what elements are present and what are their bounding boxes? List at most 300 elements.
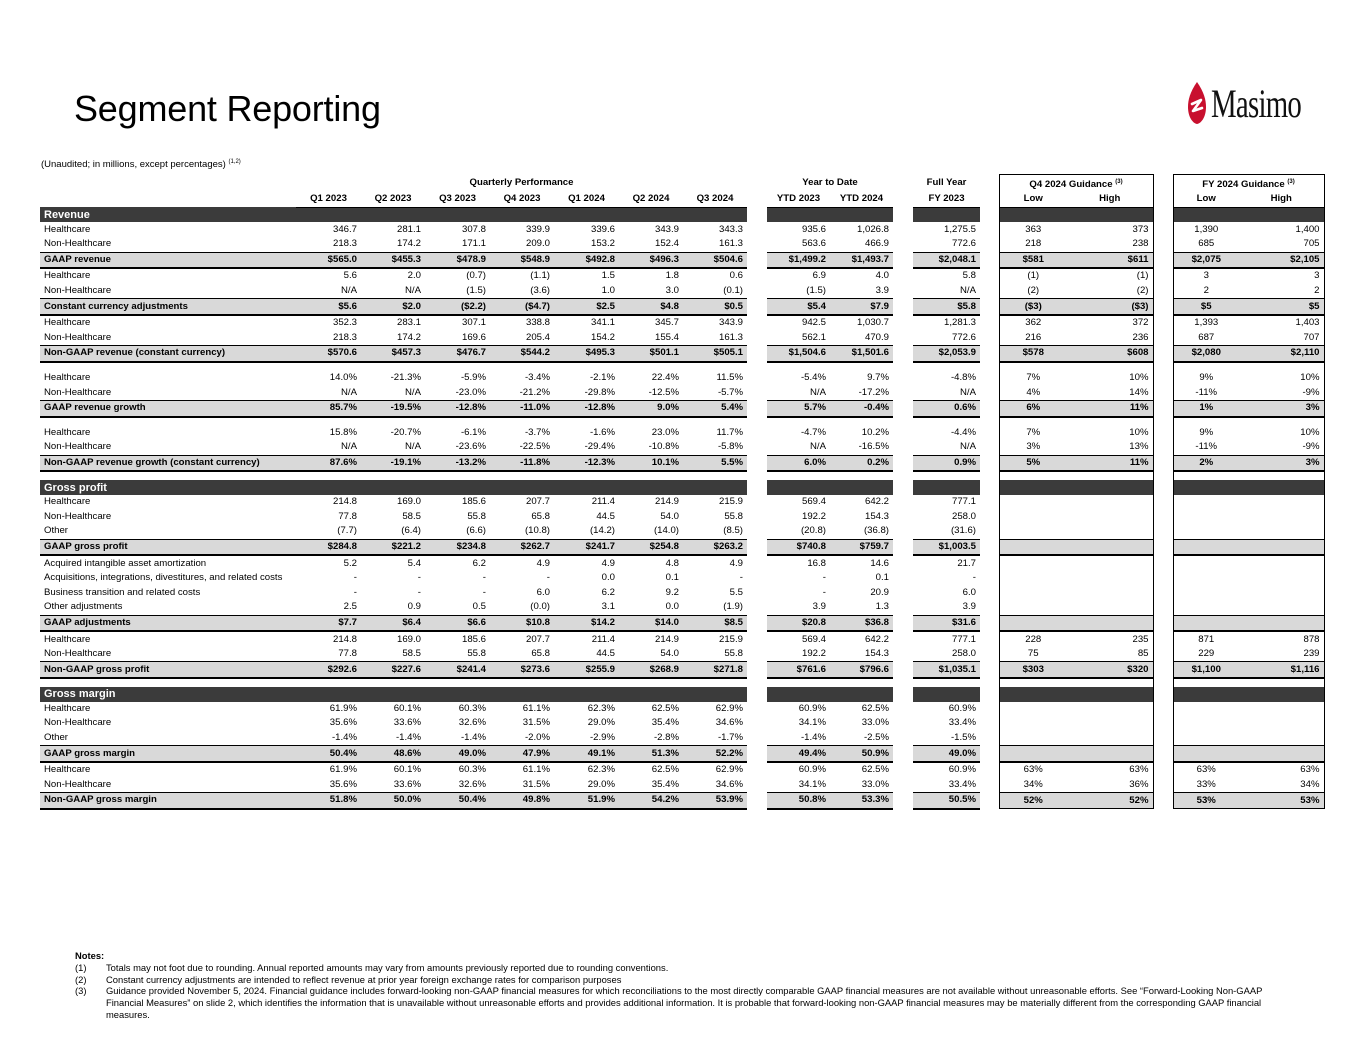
- value-cell: $495.3: [554, 346, 619, 362]
- value-cell: 772.6: [951, 238, 976, 250]
- row-label: Healthcare: [44, 270, 91, 282]
- value-cell: 51.3%: [619, 746, 683, 762]
- spacer-cell: [1067, 362, 1153, 371]
- value-cell: 1,030.7: [856, 317, 889, 329]
- value-cell: $7.9: [830, 299, 893, 315]
- column-gap: [747, 615, 767, 631]
- value-cell: $255.9: [554, 662, 619, 678]
- value-cell: 61.1%: [522, 764, 550, 776]
- guidance-cell: $1,116: [1239, 662, 1324, 678]
- value-cell: (8.5): [723, 525, 743, 537]
- value-cell: -3.4%: [524, 372, 550, 384]
- column-gap: [980, 716, 999, 731]
- column-gap: [893, 252, 913, 268]
- guidance-cell: (1): [999, 268, 1067, 284]
- spacer-cell: [619, 678, 683, 687]
- column-gap: [747, 440, 767, 455]
- spacer-cell: [40, 471, 296, 480]
- value-cell: 16.8: [807, 557, 826, 569]
- total-row: [40, 346, 1324, 362]
- spacer-cell: [554, 362, 619, 371]
- guidance-cell: 52%: [1067, 793, 1153, 809]
- value-cell: -3.7%: [524, 426, 550, 438]
- guidance-cell: [1173, 600, 1239, 615]
- value-cell: 2.0: [407, 270, 421, 282]
- section-fill: [913, 687, 980, 702]
- guidance-cell: 239: [1239, 647, 1324, 662]
- total-row: [40, 400, 1324, 416]
- total-row: [40, 746, 1324, 762]
- value-cell: 22.4%: [651, 372, 679, 384]
- value-cell: 61.9%: [329, 702, 357, 714]
- data-row: [40, 331, 1324, 346]
- footnote-ref: (3): [1287, 179, 1295, 185]
- masimo-logo-icon: [1187, 80, 1207, 126]
- note-number: (2): [75, 973, 87, 985]
- column-header: Low: [999, 192, 1067, 207]
- value-cell: $10.8: [490, 615, 554, 631]
- guidance-cell: $2,110: [1239, 346, 1324, 362]
- value-cell: 5.4%: [683, 400, 747, 416]
- row-label: Healthcare: [44, 372, 91, 384]
- column-gap: [980, 455, 999, 471]
- column-gap: [980, 268, 999, 284]
- value-cell: 11.7%: [716, 426, 743, 438]
- data-row: [40, 222, 1324, 237]
- guidance-cell: 6%: [999, 400, 1067, 416]
- column-header: Q1 2024: [554, 192, 619, 207]
- spacer-cell: [683, 678, 747, 687]
- total-row: [40, 455, 1324, 471]
- value-cell: 50.8%: [767, 793, 830, 809]
- guidance-cell: (2): [1067, 284, 1153, 299]
- value-cell: 35.4%: [651, 778, 679, 790]
- section-fill: [999, 207, 1153, 222]
- value-cell: 60.1%: [393, 764, 421, 776]
- spacer-cell: [1153, 362, 1173, 371]
- column-gap: [1153, 662, 1173, 678]
- guidance-cell: [1173, 585, 1239, 600]
- guidance-cell: $611: [1067, 252, 1153, 268]
- value-cell: -23.0%: [455, 386, 486, 398]
- guidance-cell: [1239, 571, 1324, 586]
- spacer-row: [40, 417, 1324, 426]
- row-label: Non-Healthcare: [44, 717, 112, 729]
- total-row: [40, 539, 1324, 555]
- value-cell: -: [546, 572, 550, 584]
- column-gap: [1153, 509, 1173, 524]
- column-gap: [980, 331, 999, 346]
- value-cell: 942.5: [801, 317, 826, 329]
- value-cell: 0.9%: [913, 455, 980, 471]
- value-cell: 772.6: [951, 331, 976, 343]
- guidance-cell: [999, 746, 1067, 762]
- guidance-cell: [1239, 509, 1324, 524]
- value-cell: 77.8: [338, 510, 357, 522]
- column-gap: [747, 284, 767, 299]
- section-fill: [1173, 687, 1324, 702]
- column-gap: [747, 331, 767, 346]
- guidance-cell: [1067, 539, 1153, 555]
- value-cell: 185.6: [461, 496, 486, 508]
- table-subtitle: (Unaudited; in millions, except percentages) $^{(1,2)}$: [41, 159, 241, 171]
- column-gap: [747, 385, 767, 400]
- guidance-cell: 75: [999, 647, 1067, 662]
- guidance-cell: 1,400: [1239, 222, 1324, 237]
- value-cell: -17.2%: [858, 386, 889, 398]
- value-cell: -1.6%: [589, 426, 615, 438]
- data-row: [40, 731, 1324, 746]
- column-gap: [1153, 237, 1173, 252]
- value-cell: (7.7): [337, 525, 357, 537]
- spacer-cell: [999, 471, 1067, 480]
- value-cell: 35.6%: [329, 717, 357, 729]
- guidance-cell: [1239, 746, 1324, 762]
- value-cell: 345.7: [654, 317, 679, 329]
- guidance-cell: 685: [1173, 237, 1239, 252]
- value-cell: 55.8: [467, 510, 486, 522]
- value-cell: 341.1: [590, 317, 615, 329]
- value-cell: 51.9%: [554, 793, 619, 809]
- spacer-cell: [1239, 678, 1324, 687]
- spacer-cell: [830, 678, 893, 687]
- value-cell: $241.4: [425, 662, 490, 678]
- value-cell: 153.2: [590, 238, 615, 250]
- column-gap: [747, 585, 767, 600]
- guidance-cell: [1173, 731, 1239, 746]
- guidance-cell: [999, 495, 1067, 510]
- group-header-row: [40, 175, 1324, 193]
- spacer-cell: [913, 362, 980, 371]
- value-cell: 10.2%: [861, 426, 889, 438]
- column-gap: [980, 585, 999, 600]
- guidance-cell: 218: [999, 237, 1067, 252]
- value-cell: $5.6: [296, 299, 361, 315]
- value-cell: -4.8%: [950, 372, 976, 384]
- data-row: [40, 268, 1324, 284]
- row-label: Non-Healthcare: [44, 648, 112, 660]
- value-cell: -: [822, 586, 826, 598]
- value-cell: 60.9%: [798, 702, 826, 714]
- value-cell: 185.6: [461, 633, 486, 645]
- column-gap: [893, 315, 913, 331]
- guidance-cell: 53%: [1173, 793, 1239, 809]
- value-cell: -0.4%: [830, 400, 893, 416]
- column-header: Q2 2024: [619, 192, 683, 207]
- value-cell: $254.8: [619, 539, 683, 555]
- value-cell: 48.6%: [361, 746, 425, 762]
- column-gap: [747, 524, 767, 539]
- value-cell: (1.5): [806, 285, 826, 297]
- value-cell: -13.2%: [425, 455, 490, 471]
- spacer-cell: [747, 678, 767, 687]
- guidance-cell: 3: [1239, 268, 1324, 284]
- guidance-cell: 10%: [1239, 426, 1324, 441]
- data-row: [40, 555, 1324, 571]
- value-cell: 777.1: [951, 496, 976, 508]
- guidance-cell: [999, 731, 1067, 746]
- guidance-cell: $2,075: [1173, 252, 1239, 268]
- spacer-cell: [999, 362, 1067, 371]
- column-gap: [1153, 252, 1173, 268]
- guidance-cell: 11%: [1067, 455, 1153, 471]
- spacer-cell: [619, 471, 683, 480]
- guidance-cell: [1239, 615, 1324, 631]
- column-gap: [1153, 426, 1173, 441]
- column-gap: [1153, 495, 1173, 510]
- spacer-cell: [554, 678, 619, 687]
- column-gap: [893, 207, 913, 222]
- spacer-cell: [767, 362, 830, 371]
- guidance-cell: 52%: [999, 793, 1067, 809]
- guidance-cell: [1067, 555, 1153, 571]
- value-cell: 777.1: [951, 633, 976, 645]
- value-cell: 343.9: [654, 223, 679, 235]
- guidance-cell: [1239, 585, 1324, 600]
- value-cell: 50.4%: [425, 793, 490, 809]
- value-cell: -16.5%: [858, 441, 889, 453]
- value-cell: (14.2): [589, 525, 615, 537]
- guidance-cell: -11%: [1173, 440, 1239, 455]
- spacer-row: [40, 471, 1324, 480]
- value-cell: 343.9: [718, 317, 743, 329]
- guidance-cell: 3%: [999, 440, 1067, 455]
- value-cell: 6.0%: [767, 455, 830, 471]
- value-cell: 343.3: [718, 223, 743, 235]
- value-cell: 171.1: [461, 238, 486, 250]
- value-cell: 32.6%: [458, 717, 486, 729]
- column-gap: [1153, 631, 1173, 647]
- value-cell: 5.4: [407, 557, 421, 569]
- value-cell: N/A: [810, 441, 826, 453]
- value-cell: 33.0%: [861, 778, 889, 790]
- value-cell: 62.5%: [861, 764, 889, 776]
- guidance-cell: 63%: [1173, 762, 1239, 778]
- spacer-cell: [1067, 471, 1153, 480]
- value-cell: 1.8: [665, 270, 679, 282]
- value-cell: -12.8%: [425, 400, 490, 416]
- column-gap: [1153, 385, 1173, 400]
- value-cell: 62.5%: [651, 702, 679, 714]
- column-gap: [1153, 455, 1173, 471]
- spacer-cell: [683, 417, 747, 426]
- value-cell: 1,281.3: [943, 317, 976, 329]
- column-gap: [1153, 615, 1173, 631]
- group-quarterly: Quarterly Performance: [469, 177, 574, 189]
- value-cell: -1.4%: [460, 732, 486, 744]
- value-cell: -5.8%: [717, 441, 743, 453]
- guidance-cell: ($3): [999, 299, 1067, 315]
- guidance-cell: 878: [1239, 631, 1324, 647]
- note-number: (3): [75, 985, 87, 997]
- value-cell: -: [822, 572, 826, 584]
- guidance-cell: [999, 509, 1067, 524]
- value-cell: 569.4: [801, 496, 826, 508]
- value-cell: -2.5%: [863, 732, 889, 744]
- value-cell: 65.8: [531, 648, 550, 660]
- guidance-cell: [1173, 509, 1239, 524]
- value-cell: 44.5: [596, 648, 615, 660]
- spacer-cell: [554, 417, 619, 426]
- value-cell: (1.1): [530, 270, 550, 282]
- row-label: Acquisitions, integrations, divestitures, and related costs: [44, 572, 283, 584]
- column-gap: [1153, 524, 1173, 539]
- guidance-cell: $578: [999, 346, 1067, 362]
- company-logo: [1187, 78, 1336, 128]
- value-cell: 339.9: [525, 223, 550, 235]
- guidance-cell: 1,403: [1239, 315, 1324, 331]
- note-text: Guidance provided November 5, 2024. Financial guidance includes forward-looking non-GAAP financial measures for which reconciliations to the most directly comparable GAAP financial measures are not available without unreasonable efforts. See “Forward-Looking Non-GAAP Financial Measures” on slide 2, which identifies the information that is unavailable without unreasonable efforts and provides additional information. It is probable that forward-looking non-GAAP financial measures may be materially different from the corresponding GAAP financial measures.: [106, 985, 1263, 1020]
- value-cell: $36.8: [830, 615, 893, 631]
- value-cell: N/A: [341, 285, 357, 297]
- value-cell: $544.2: [490, 346, 554, 362]
- column-gap: [980, 371, 999, 386]
- guidance-cell: [1067, 585, 1153, 600]
- value-cell: 154.2: [590, 331, 615, 343]
- guidance-cell: $1,100: [1173, 662, 1239, 678]
- value-cell: $292.6: [296, 662, 361, 678]
- value-cell: 9.0%: [619, 400, 683, 416]
- guidance-cell: 705: [1239, 237, 1324, 252]
- column-gap: [893, 192, 913, 207]
- value-cell: -4.4%: [950, 426, 976, 438]
- column-gap: [747, 631, 767, 647]
- corner-cell: [40, 175, 296, 193]
- value-cell: 154.3: [864, 648, 889, 660]
- value-cell: 50.9%: [830, 746, 893, 762]
- value-cell: 4.9: [601, 557, 615, 569]
- value-cell: $476.7: [425, 346, 490, 362]
- value-cell: ($2.2): [425, 299, 490, 315]
- data-row: [40, 426, 1324, 441]
- value-cell: 29.0%: [587, 717, 615, 729]
- spacer-cell: [893, 417, 913, 426]
- value-cell: $1,035.1: [913, 662, 980, 678]
- value-cell: 60.3%: [458, 702, 486, 714]
- notes-heading: Notes:: [75, 950, 105, 961]
- value-cell: 214.9: [654, 633, 679, 645]
- guidance-cell: [1173, 571, 1239, 586]
- value-cell: -11.0%: [490, 400, 554, 416]
- data-row: [40, 702, 1324, 717]
- spacer-cell: [490, 678, 554, 687]
- column-gap: [893, 731, 913, 746]
- data-row: [40, 778, 1324, 793]
- column-gap: [1153, 702, 1173, 717]
- value-cell: 5.8: [962, 270, 976, 282]
- column-gap: [893, 555, 913, 571]
- value-cell: 34.6%: [715, 778, 743, 790]
- column-gap: [893, 495, 913, 510]
- column-gap: [980, 222, 999, 237]
- row-label: Non-GAAP revenue (constant currency): [40, 346, 296, 362]
- value-cell: $227.6: [361, 662, 425, 678]
- column-gap: [747, 252, 767, 268]
- column-gap: [893, 631, 913, 647]
- value-cell: 34.1%: [798, 778, 826, 790]
- value-cell: N/A: [810, 386, 826, 398]
- guidance-cell: 33%: [1173, 778, 1239, 793]
- value-cell: 5.6: [343, 270, 357, 282]
- column-gap: [747, 175, 767, 193]
- value-cell: $759.7: [830, 539, 893, 555]
- guidance-cell: 53%: [1239, 793, 1324, 809]
- spacer-cell: [361, 471, 425, 480]
- column-gap: [980, 440, 999, 455]
- value-cell: 61.1%: [522, 702, 550, 714]
- value-cell: -1.4%: [800, 732, 826, 744]
- value-cell: $263.2: [683, 539, 747, 555]
- spacer-cell: [830, 471, 893, 480]
- value-cell: 49.8%: [490, 793, 554, 809]
- column-gap: [893, 426, 913, 441]
- value-cell: 34.1%: [798, 717, 826, 729]
- guidance-cell: 2: [1173, 284, 1239, 299]
- page-title: Segment Reporting: [74, 88, 381, 129]
- value-cell: $6.6: [425, 615, 490, 631]
- column-gap: [893, 702, 913, 717]
- guidance-cell: 63%: [999, 762, 1067, 778]
- guidance-cell: [1173, 555, 1239, 571]
- spacer-cell: [1239, 417, 1324, 426]
- spacer-cell: [490, 471, 554, 480]
- spacer-cell: [830, 417, 893, 426]
- column-header: Q4 2023: [490, 192, 554, 207]
- value-cell: $7.7: [296, 615, 361, 631]
- value-cell: 642.2: [864, 633, 889, 645]
- value-cell: 211.4: [591, 633, 615, 645]
- column-gap: [893, 615, 913, 631]
- guidance-cell: [1173, 524, 1239, 539]
- data-row: [40, 631, 1324, 647]
- column-gap: [893, 455, 913, 471]
- column-gap: [980, 631, 999, 647]
- column-gap: [980, 731, 999, 746]
- column-header: Q3 2024: [683, 192, 747, 207]
- column-gap: [747, 600, 767, 615]
- value-cell: $455.3: [361, 252, 425, 268]
- row-label: Healthcare: [44, 496, 91, 508]
- section-fill: [999, 687, 1153, 702]
- value-cell: 4.9: [729, 557, 743, 569]
- guidance-cell: $5: [1173, 299, 1239, 315]
- value-cell: -5.7%: [717, 386, 743, 398]
- group-q4-guidance: Q4 2024 Guidance $^{(3)}$: [999, 175, 1153, 193]
- column-gap: [747, 222, 767, 237]
- value-cell: $740.8: [767, 539, 830, 555]
- guidance-cell: [999, 615, 1067, 631]
- logo-wordmark: Masimo: [1211, 80, 1302, 126]
- value-cell: $1,501.6: [830, 346, 893, 362]
- guidance-cell: [999, 524, 1067, 539]
- value-cell: 5.7%: [767, 400, 830, 416]
- total-row: [40, 299, 1324, 315]
- value-cell: $504.6: [683, 252, 747, 268]
- value-cell: $505.1: [683, 346, 747, 362]
- column-gap: [893, 175, 913, 193]
- value-cell: 0.0: [601, 572, 615, 584]
- value-cell: 0.6: [729, 270, 743, 282]
- column-gap: [1153, 346, 1173, 362]
- value-cell: 33.6%: [393, 778, 421, 790]
- guidance-cell: [1067, 702, 1153, 717]
- column-gap: [1153, 192, 1173, 207]
- spacer-cell: [830, 362, 893, 371]
- guidance-cell: 34%: [999, 778, 1067, 793]
- column-gap: [747, 793, 767, 809]
- column-gap: [1153, 716, 1173, 731]
- row-label: Acquired intangible asset amortization: [44, 557, 207, 569]
